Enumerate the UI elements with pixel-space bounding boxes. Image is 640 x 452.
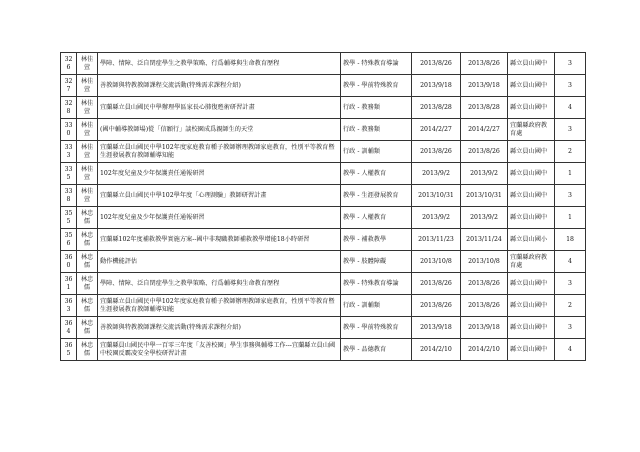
- teacher-name-cell: 林忠儒: [77, 273, 98, 295]
- course-title-cell: (國中輔導教師場)從「信願行」談校園成爲親師生的天堂: [98, 119, 341, 141]
- hours-cell: 3: [555, 317, 586, 339]
- hours-cell: 2: [555, 295, 586, 317]
- end-date-cell: 2013/9/2: [461, 207, 508, 229]
- hours-cell: 4: [555, 97, 586, 119]
- teacher-name-cell: 林忠儒: [77, 339, 98, 361]
- course-title-cell: 學障、情障、泛自閉症學生之教學策略、行爲輔導與生命教育歷程: [98, 53, 341, 75]
- teacher-name-cell: 林忠儒: [77, 207, 98, 229]
- hours-cell: 4: [555, 251, 586, 273]
- end-date-cell: 2013/9/18: [461, 75, 508, 97]
- record-number-cell: 326: [61, 53, 77, 75]
- start-date-cell: 2014/2/10: [412, 339, 461, 361]
- hours-cell: 3: [555, 119, 586, 141]
- table-row: [61, 251, 586, 273]
- course-title-cell: 102年度兒童及少年保護責任通報研習: [98, 163, 341, 185]
- start-date-cell: 2013/8/26: [412, 295, 461, 317]
- table-row: [61, 163, 586, 185]
- table-row: [61, 97, 586, 119]
- organizer-cell: 縣立員山國中: [508, 75, 555, 97]
- start-date-cell: 2013/9/18: [412, 317, 461, 339]
- start-date-cell: 2013/9/2: [412, 207, 461, 229]
- teacher-name-cell: 林忠儒: [77, 229, 98, 251]
- end-date-cell: 2014/2/10: [461, 339, 508, 361]
- start-date-cell: 2013/9/18: [412, 75, 461, 97]
- course-title-cell: 宜蘭縣102年度補救教學實施方案--國中非現職教師補救教學增能18小時研習: [98, 229, 341, 251]
- end-date-cell: 2013/9/2: [461, 163, 508, 185]
- course-category-cell: 教學 - 生涯發展教育: [341, 185, 412, 207]
- course-title-cell: 102年度兒童及少年保護責任通報研習: [98, 207, 341, 229]
- teacher-name-cell: 林佳萱: [77, 119, 98, 141]
- course-category-cell: 教學 - 人權教育: [341, 207, 412, 229]
- course-title-cell: 宜蘭縣立員山國民中學辦理學區家長心肺復甦術研習計畫: [98, 97, 341, 119]
- hours-cell: 3: [555, 53, 586, 75]
- hours-cell: 1: [555, 163, 586, 185]
- teacher-name-cell: 林佳萱: [77, 185, 98, 207]
- hours-cell: 3: [555, 185, 586, 207]
- course-title-cell: 善教師與特教教師課程交流活動(特殊需求課程介紹): [98, 75, 341, 97]
- hours-cell: 4: [555, 339, 586, 361]
- record-number-cell: 330: [61, 119, 77, 141]
- organizer-cell: 縣立員山國中: [508, 207, 555, 229]
- course-title-cell: 宜蘭縣員山國民中學一百零三年度「友善校園」學生事務與輔導工作---宜蘭縣立員山國中校園反霸凌安全學校研習計畫: [98, 339, 341, 361]
- organizer-cell: 縣立員山國中: [508, 53, 555, 75]
- record-number-cell: 356: [61, 229, 77, 251]
- end-date-cell: 2013/8/26: [461, 273, 508, 295]
- organizer-cell: 宜蘭縣政府教育處: [508, 119, 555, 141]
- end-date-cell: 2013/8/28: [461, 97, 508, 119]
- record-number-cell: 365: [61, 339, 77, 361]
- organizer-cell: 縣立員山國中: [508, 273, 555, 295]
- start-date-cell: 2013/8/26: [412, 141, 461, 163]
- table-row: [61, 53, 586, 75]
- course-title-cell: 宜蘭縣立員山國民中學102年度家庭教育種子教師辦理教師家庭教育，性別平等教育暨生涯發展教育教師輔導知能: [98, 141, 341, 163]
- record-number-cell: 361: [61, 273, 77, 295]
- record-number-cell: 360: [61, 251, 77, 273]
- organizer-cell: 縣立員山國中: [508, 141, 555, 163]
- start-date-cell: 2013/9/2: [412, 163, 461, 185]
- hours-cell: 18: [555, 229, 586, 251]
- hours-cell: 3: [555, 273, 586, 295]
- course-category-cell: 教學 - 人權教育: [341, 163, 412, 185]
- start-date-cell: 2013/8/26: [412, 53, 461, 75]
- teacher-name-cell: 林忠儒: [77, 317, 98, 339]
- organizer-cell: 縣立員山國中: [508, 339, 555, 361]
- course-category-cell: 教學 - 品德教育: [341, 339, 412, 361]
- start-date-cell: 2013/8/26: [412, 273, 461, 295]
- course-category-cell: 教學 - 肢體障礙: [341, 251, 412, 273]
- records-body: [61, 53, 586, 361]
- organizer-cell: 縣立員山國中: [508, 97, 555, 119]
- teacher-name-cell: 林忠儒: [77, 251, 98, 273]
- start-date-cell: 2014/2/27: [412, 119, 461, 141]
- course-title-cell: 動作機能評估: [98, 251, 341, 273]
- record-number-cell: 338: [61, 185, 77, 207]
- course-title-cell: 學障、情障、泛自閉症學生之教學策略、行爲輔導與生命教育歷程: [98, 273, 341, 295]
- end-date-cell: 2013/11/24: [461, 229, 508, 251]
- course-category-cell: 行政 - 教務類: [341, 119, 412, 141]
- record-number-cell: 363: [61, 295, 77, 317]
- record-number-cell: 355: [61, 207, 77, 229]
- course-category-cell: 行政 - 訓輔類: [341, 295, 412, 317]
- table-row: [61, 273, 586, 295]
- organizer-cell: 縣立員山國小: [508, 229, 555, 251]
- organizer-cell: 縣立員山國中: [508, 163, 555, 185]
- end-date-cell: 2013/8/26: [461, 53, 508, 75]
- table-row: [61, 141, 586, 163]
- end-date-cell: 2013/9/18: [461, 317, 508, 339]
- hours-cell: 2: [555, 141, 586, 163]
- hours-cell: 1: [555, 207, 586, 229]
- end-date-cell: 2013/10/8: [461, 251, 508, 273]
- teacher-name-cell: 林佳萱: [77, 75, 98, 97]
- teacher-name-cell: 林佳萱: [77, 163, 98, 185]
- course-title-cell: 善教師與特教教師課程交流活動(特殊需求課程介紹): [98, 317, 341, 339]
- table-row: [61, 185, 586, 207]
- teacher-name-cell: 林佳萱: [77, 141, 98, 163]
- organizer-cell: 縣立員山國中: [508, 295, 555, 317]
- course-category-cell: 教學 - 學前特殊教育: [341, 75, 412, 97]
- record-number-cell: 333: [61, 141, 77, 163]
- end-date-cell: 2013/10/31: [461, 185, 508, 207]
- start-date-cell: 2013/10/31: [412, 185, 461, 207]
- table-row: [61, 295, 586, 317]
- teacher-name-cell: 林佳萱: [77, 53, 98, 75]
- table-row: [61, 229, 586, 251]
- end-date-cell: 2014/2/27: [461, 119, 508, 141]
- start-date-cell: 2013/10/8: [412, 251, 461, 273]
- teacher-name-cell: 林佳萱: [77, 97, 98, 119]
- training-records-table: [60, 52, 586, 361]
- course-category-cell: 教學 - 特殊教育導論: [341, 273, 412, 295]
- course-category-cell: 行政 - 教務類: [341, 97, 412, 119]
- record-number-cell: 327: [61, 75, 77, 97]
- table-row: [61, 119, 586, 141]
- record-number-cell: 335: [61, 163, 77, 185]
- start-date-cell: 2013/8/28: [412, 97, 461, 119]
- table-row: [61, 207, 586, 229]
- end-date-cell: 2013/8/26: [461, 141, 508, 163]
- course-category-cell: 教學 - 學前特殊教育: [341, 317, 412, 339]
- table-row: [61, 317, 586, 339]
- organizer-cell: 縣立員山國中: [508, 185, 555, 207]
- record-number-cell: 328: [61, 97, 77, 119]
- end-date-cell: 2013/8/26: [461, 295, 508, 317]
- record-number-cell: 364: [61, 317, 77, 339]
- teacher-name-cell: 林忠儒: [77, 295, 98, 317]
- course-title-cell: 宜蘭縣立員山國民中學102學年度「心理測驗」教師研習計畫: [98, 185, 341, 207]
- table-row: [61, 339, 586, 361]
- course-category-cell: 行政 - 訓輔類: [341, 141, 412, 163]
- organizer-cell: 宜蘭縣政府教育處: [508, 251, 555, 273]
- start-date-cell: 2013/11/23: [412, 229, 461, 251]
- course-title-cell: 宜蘭縣立員山國民中學102年度家庭教育種子教師辦理教師家庭教育，性別平等教育暨生涯發展教育教師輔導知能: [98, 295, 341, 317]
- course-category-cell: 教學 - 特殊教育導論: [341, 53, 412, 75]
- hours-cell: 3: [555, 75, 586, 97]
- course-category-cell: 教學 - 補救教學: [341, 229, 412, 251]
- organizer-cell: 縣立員山國中: [508, 317, 555, 339]
- table-row: [61, 75, 586, 97]
